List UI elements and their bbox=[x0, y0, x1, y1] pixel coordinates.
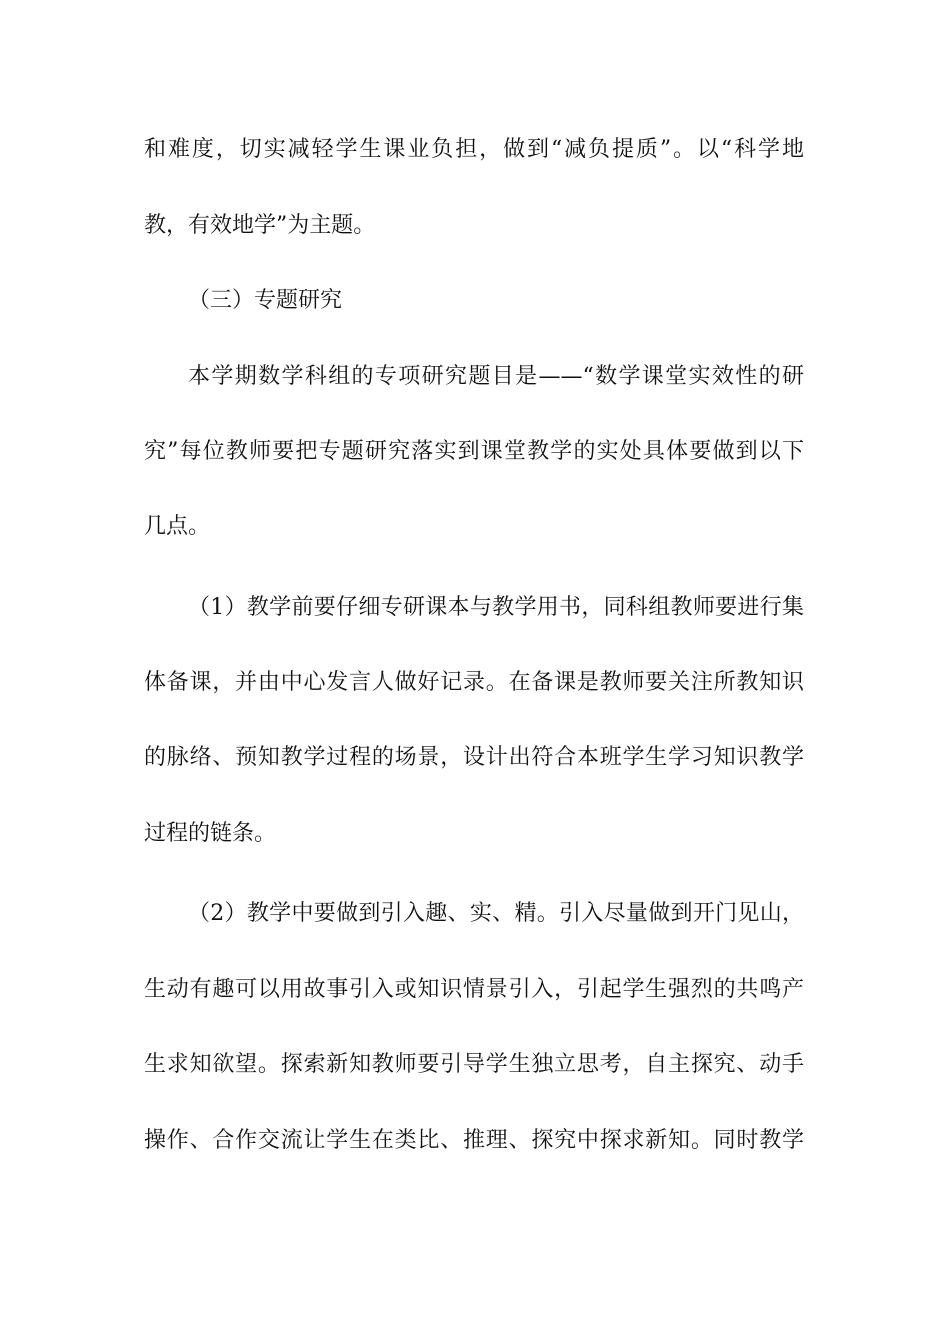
paragraph-line-2: 教，有效地学”为主题。 bbox=[144, 213, 376, 238]
paragraph-line-5: 几点。 bbox=[144, 514, 211, 539]
paragraph-line-3: 本学期数学科组的专项研究题目是——“数学课堂实效性的研 bbox=[188, 364, 804, 389]
paragraph-line-1: 和难度，切实减轻学生课业负担，做到“减负提质”。以“科学地 bbox=[144, 137, 804, 162]
paragraph-line-10: （2）教学中要做到引入趣、实、精。引入尽量做到开门见山， bbox=[188, 901, 804, 926]
paragraph-line-6: （1）教学前要仔细专研课本与教学用书，同科组教师要进行集 bbox=[188, 595, 804, 620]
paragraph-line-9: 过程的链条。 bbox=[144, 821, 277, 846]
paragraph-line-13: 操作、合作交流让学生在类比、推理、探究中探求新知。同时教学 bbox=[144, 1128, 804, 1153]
paragraph-line-12: 生求知欲望。探索新知教师要引导学生独立思考，自主探究、动手 bbox=[144, 1052, 804, 1077]
paragraph-line-8: 的脉络、预知教学过程的场景，设计出符合本班学生学习知识教学 bbox=[144, 745, 804, 770]
paragraph-line-7: 体备课，并由中心发言人做好记录。在备课是教师要关注所教知识 bbox=[144, 670, 804, 695]
section-heading: （三）专题研究 bbox=[188, 288, 343, 313]
paragraph-line-4: 究”每位教师要把专题研究落实到课堂教学的实处具体要做到以下 bbox=[144, 439, 804, 464]
paragraph-line-11: 生动有趣可以用故事引入或知识情景引入，引起学生强烈的共鸣产 bbox=[144, 977, 804, 1002]
